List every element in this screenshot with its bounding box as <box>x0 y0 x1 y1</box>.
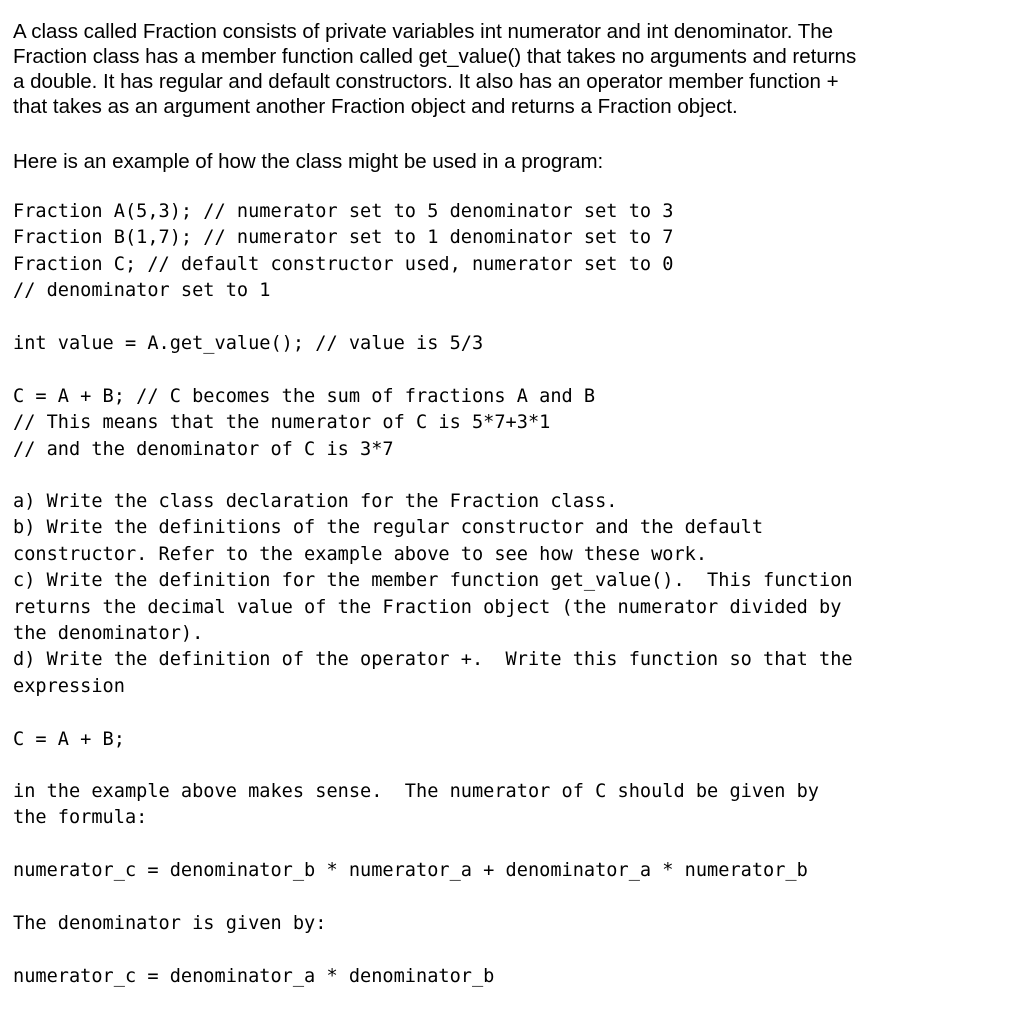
intro-line: A class called Fraction consists of private variables int numerator and int denominator. The <box>13 20 834 43</box>
example-heading: Here is an example of how the class might be used in a program: <box>13 150 604 173</box>
questions-list: a) Write the class declaration for the Fraction class. b) Write the definitions of the regular constructor and the default constructor. Refer to the example above to see how these work. c) Write the definition for the member function get_value(). This function returns the decimal value of the Fraction object (the numerator divided by the denominator). d) Write the definition of the operator +. Write this function so that the expression <box>13 491 853 697</box>
intro-line: Fraction class has a member function called get_value() that takes no arguments and returns <box>13 45 857 68</box>
code-block-addition: C = A + B; // C becomes the sum of fractions A and B // This means that the numerator of C is 5*7+3*1 // and the denominator of C is 3*7 <box>13 386 596 460</box>
intro-line: a double. It has regular and default constructors. It also has an operator member function + <box>13 70 839 93</box>
expression-line: C = A + B; <box>13 729 125 750</box>
denominator-formula: numerator_c = denominator_a * denominator_b <box>13 966 495 987</box>
numerator-formula: numerator_c = denominator_b * numerator_a + denominator_a * numerator_b <box>13 860 808 881</box>
denominator-heading: The denominator is given by: <box>13 913 327 934</box>
code-block-declarations: Fraction A(5,3); // numerator set to 5 denominator set to 3 Fraction B(1,7); // numerator set to 1 denominator set to 7 Fraction C; // default constructor used, numerator set to 0 // denominator set to 1 <box>13 201 674 302</box>
makes-sense-text: in the example above makes sense. The numerator of C should be given by the formula: <box>13 781 819 829</box>
code-block-get-value: int value = A.get_value(); // value is 5/3 <box>13 333 484 354</box>
intro-line: that takes as an argument another Fraction object and returns a Fraction object. <box>13 95 738 118</box>
intro-paragraph <box>13 19 973 119</box>
